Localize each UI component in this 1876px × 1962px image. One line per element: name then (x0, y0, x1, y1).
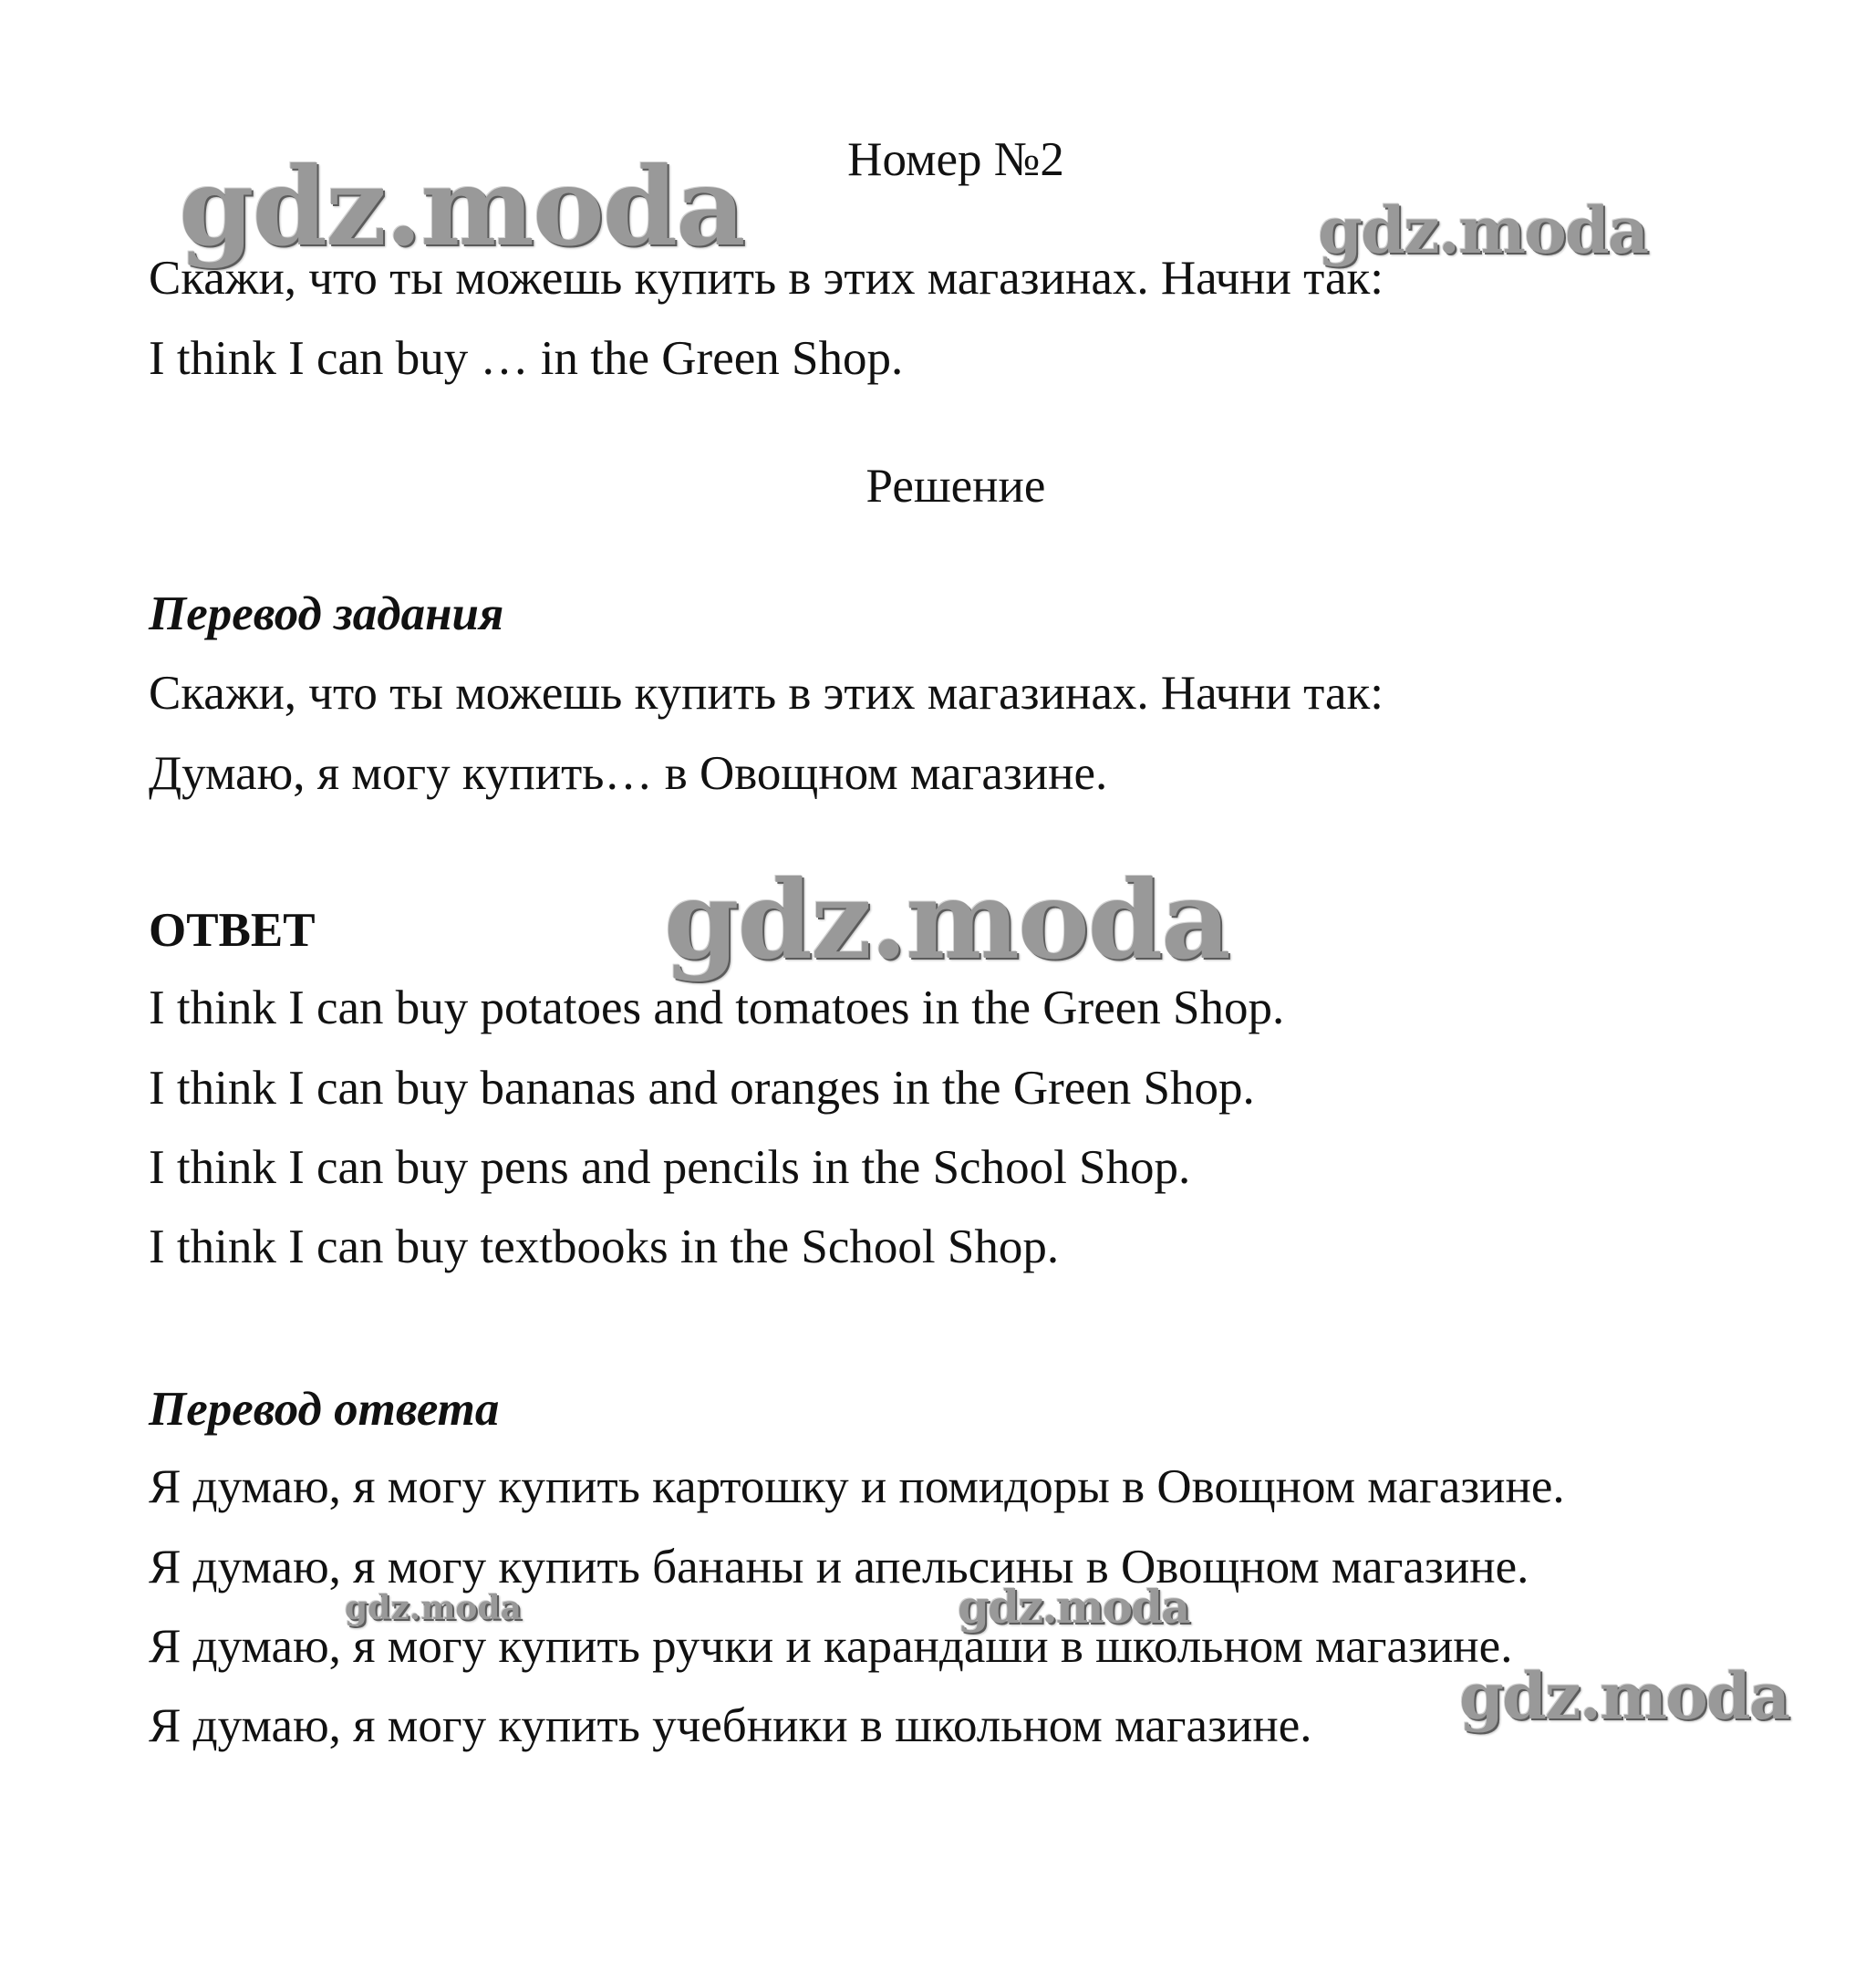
translation-heading: Перевод задания (149, 587, 504, 640)
answer-translation-line: Я думаю, я могу купить ручки и карандаши в школьном магазине. (149, 1620, 1513, 1673)
translation-text: Скажи, что ты можешь купить в этих магазинах. Начни так: (149, 667, 1384, 720)
solution-heading: Решение (865, 460, 1046, 513)
watermark-logo: gdz.moda (664, 856, 1229, 983)
answer-translation-line: Я думаю, я могу купить учебники в школьном магазине. (149, 1699, 1312, 1752)
answer-translation-line: Я думаю, я могу купить картошку и помидоры в Овощном магазине. (149, 1460, 1565, 1513)
watermark-logo: gdz.moda (958, 1580, 1189, 1634)
watermark-logo: gdz.moda (1318, 192, 1648, 268)
task-text: Скажи, что ты можешь купить в этих магазинах. Начни так: (149, 252, 1384, 305)
answer-line: I think I can buy textbooks in the School Shop. (149, 1220, 1060, 1273)
task-text: I think I can buy … in the Green Shop. (149, 332, 904, 385)
translation-text: Думаю, я могу купить… в Овощном магазине. (149, 747, 1108, 800)
answer-translation-heading: Перевод ответа (149, 1383, 500, 1436)
answer-line: I think I can buy pens and pencils in the School Shop. (149, 1141, 1191, 1194)
watermark-logo: gdz.moda (1459, 1658, 1789, 1734)
watermark-logo: gdz.moda (345, 1589, 522, 1627)
watermark-logo: gdz.moda (179, 143, 744, 270)
answer-translation-line: Я думаю, я могу купить бананы и апельсины в Овощном магазине. (149, 1541, 1529, 1593)
page-title: Номер №2 (847, 133, 1064, 186)
answer-line: I think I can buy potatoes and tomatoes in the Green Shop. (149, 981, 1285, 1034)
answer-heading: ОТВЕТ (149, 904, 316, 957)
answer-line: I think I can buy bananas and oranges in the Green Shop. (149, 1062, 1255, 1115)
